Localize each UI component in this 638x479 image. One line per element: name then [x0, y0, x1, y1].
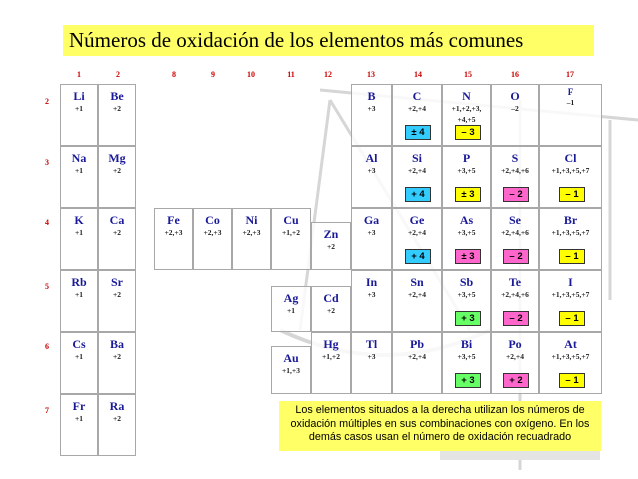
oxidation-states: +2 [112, 166, 122, 175]
main-oxidation-badge: – 1 [559, 249, 585, 264]
oxidation-states: +1,+2,+3, +4,+5 [451, 104, 482, 124]
element-symbol: Al [365, 151, 378, 165]
element-symbol: Ca [109, 213, 125, 227]
main-oxidation-badge: – 3 [455, 125, 481, 140]
oxidation-states: +2 [112, 104, 122, 113]
element-cell-sr [98, 270, 136, 332]
oxidation-states: +3,+5 [457, 228, 476, 237]
element-symbol: Po [508, 337, 522, 351]
oxidation-states: +2 [112, 414, 122, 423]
element-symbol: B [367, 89, 376, 103]
element-cell-in [351, 270, 392, 332]
oxidation-states: +2,+4 [506, 352, 524, 361]
element-cell-li [60, 84, 98, 146]
element-symbol: As [459, 213, 474, 227]
element-symbol: Cd [323, 291, 339, 305]
element-cell-be [98, 84, 136, 146]
main-oxidation-badge: + 2 [503, 373, 529, 388]
period-number: 7 [45, 406, 49, 415]
element-cell-au [271, 346, 311, 394]
element-symbol: Se [509, 213, 521, 227]
group-number: 2 [116, 70, 120, 79]
explanation-note: Los elementos situados a la derecha utilizan los números de oxidación múltiples en sus combinaciones con oxígeno. En los demás casos usan el número de oxidación recuadrado [279, 401, 601, 451]
element-cell-i [539, 270, 602, 332]
element-symbol: Cs [72, 337, 86, 351]
oxidation-states: +3,+5 [457, 290, 476, 299]
element-cell-bi [442, 332, 491, 394]
period-number: 2 [45, 97, 49, 106]
oxidation-states: +1 [286, 306, 296, 315]
oxidation-states: +3 [367, 166, 376, 175]
element-cell-c [392, 84, 442, 146]
element-cell-pb [392, 332, 442, 394]
oxidation-states: +2,+4 [408, 166, 426, 175]
element-cell-mg [98, 146, 136, 208]
oxidation-states: +1,+2 [282, 228, 300, 237]
element-symbol: I [568, 275, 573, 289]
element-cell-p [442, 146, 491, 208]
element-cell-b [351, 84, 392, 146]
oxidation-states: +3,+5 [457, 166, 476, 175]
element-symbol: Zn [323, 227, 339, 241]
element-cell-zn [311, 222, 351, 270]
element-symbol: Rb [71, 275, 87, 289]
main-oxidation-badge: + 3 [455, 311, 481, 326]
oxidation-states: +1 [74, 352, 84, 361]
element-cell-fr [60, 394, 98, 456]
oxidation-states: +1,+2 [322, 352, 340, 361]
element-cell-na [60, 146, 98, 208]
main-oxidation-badge: – 2 [503, 311, 529, 326]
element-cell-fe [154, 208, 193, 270]
element-cell-ag [271, 286, 311, 332]
element-symbol: Ra [109, 399, 125, 413]
element-cell-n [442, 84, 491, 146]
group-number: 15 [464, 70, 472, 79]
element-symbol: Pb [409, 337, 424, 351]
element-symbol: Mg [108, 151, 126, 165]
element-symbol: K [74, 213, 84, 227]
oxidation-states: +1,+3,+5,+7 [551, 290, 590, 299]
oxidation-states: +3 [367, 290, 376, 299]
element-cell-s [491, 146, 539, 208]
element-symbol: At [564, 337, 577, 351]
element-cell-co [193, 208, 232, 270]
element-cell-rb [60, 270, 98, 332]
element-symbol: Ba [109, 337, 124, 351]
oxidation-states: +1 [74, 104, 84, 113]
oxidation-states: +3,+5 [457, 352, 476, 361]
element-symbol: F [567, 87, 574, 97]
element-cell-k [60, 208, 98, 270]
oxidation-states: +2 [112, 290, 122, 299]
oxidation-states: +2 [326, 242, 336, 251]
element-cell-f [539, 84, 602, 146]
element-symbol: N [462, 89, 471, 103]
main-oxidation-badge: ± 4 [405, 125, 431, 140]
element-symbol: Bi [460, 337, 473, 351]
element-cell-o [491, 84, 539, 146]
oxidation-states: +1 [74, 414, 84, 423]
element-symbol: Te [508, 275, 522, 289]
oxidation-states: +1 [74, 228, 84, 237]
element-symbol: Si [411, 151, 422, 165]
element-symbol: Cu [283, 213, 299, 227]
element-cell-tl [351, 332, 392, 394]
element-symbol: Fe [167, 213, 180, 227]
main-oxidation-badge: – 1 [559, 311, 585, 326]
element-cell-po [491, 332, 539, 394]
group-number: 14 [414, 70, 422, 79]
period-number: 6 [45, 342, 49, 351]
element-symbol: Fr [72, 399, 86, 413]
oxidation-states: +2 [112, 228, 122, 237]
element-symbol: Sn [410, 275, 424, 289]
oxidation-states: +1 [74, 290, 84, 299]
element-symbol: Hg [323, 337, 339, 351]
element-cell-ra [98, 394, 136, 456]
oxidation-states: +2,+3 [164, 228, 183, 237]
main-oxidation-badge: – 1 [559, 187, 585, 202]
group-number: 12 [324, 70, 332, 79]
element-symbol: Be [110, 89, 124, 103]
main-oxidation-badge: + 4 [405, 249, 431, 264]
element-symbol: Na [71, 151, 87, 165]
oxidation-states: +2,+4 [408, 228, 426, 237]
element-symbol: In [365, 275, 378, 289]
period-number: 5 [45, 282, 49, 291]
element-cell-ge [392, 208, 442, 270]
element-cell-ba [98, 332, 136, 394]
oxidation-states: +2,+4,+6 [501, 166, 529, 175]
element-cell-si [392, 146, 442, 208]
element-symbol: S [511, 151, 519, 165]
element-symbol: C [412, 89, 422, 103]
oxidation-states: +1,+3,+5,+7 [551, 228, 590, 237]
element-cell-al [351, 146, 392, 208]
element-symbol: Co [205, 213, 220, 227]
oxidation-states: +2,+4,+6 [501, 228, 529, 237]
page-title: Números de oxidación de los elementos más comunes [63, 25, 594, 56]
oxidation-states: +2,+3 [203, 228, 222, 237]
oxidation-states: +2,+3 [242, 228, 261, 237]
oxidation-states: +1 [74, 166, 84, 175]
group-number: 10 [247, 70, 255, 79]
main-oxidation-badge: ± 3 [455, 187, 481, 202]
element-symbol: Tl [365, 337, 378, 351]
element-cell-ca [98, 208, 136, 270]
oxidation-states: +2,+4 [408, 104, 426, 113]
main-oxidation-badge: ± 3 [455, 249, 481, 264]
oxidation-states: +3 [367, 352, 376, 361]
element-symbol: Sr [111, 275, 123, 289]
period-number: 4 [45, 218, 49, 227]
element-cell-cl [539, 146, 602, 208]
element-cell-se [491, 208, 539, 270]
element-cell-cu [271, 208, 311, 270]
element-symbol: Ni [245, 213, 258, 227]
element-cell-cs [60, 332, 98, 394]
main-oxidation-badge: + 4 [405, 187, 431, 202]
element-cell-sb [442, 270, 491, 332]
group-number: 13 [367, 70, 375, 79]
oxidation-states: +1,+3 [282, 366, 300, 375]
group-number: 8 [172, 70, 176, 79]
main-oxidation-badge: – 2 [503, 187, 529, 202]
oxidation-states: –1 [566, 98, 575, 107]
element-symbol: Ag [283, 291, 299, 305]
element-symbol: Br [563, 213, 578, 227]
element-symbol: Li [73, 89, 85, 103]
oxidation-states: +2,+4 [408, 290, 426, 299]
element-symbol: Cl [564, 151, 577, 165]
element-cell-cd [311, 286, 351, 332]
element-cell-te [491, 270, 539, 332]
group-number: 9 [211, 70, 215, 79]
oxidation-states: +1,+3,+5,+7 [551, 166, 590, 175]
element-cell-ni [232, 208, 271, 270]
element-symbol: P [462, 151, 471, 165]
element-symbol: O [510, 89, 520, 103]
element-cell-br [539, 208, 602, 270]
main-oxidation-badge: – 1 [559, 373, 585, 388]
oxidation-states: +1,+3,+5,+7 [551, 352, 590, 361]
element-cell-hg [311, 332, 351, 394]
element-cell-ga [351, 208, 392, 270]
group-number: 17 [566, 70, 574, 79]
oxidation-states: +2 [326, 306, 336, 315]
oxidation-states: +2,+4 [408, 352, 426, 361]
oxidation-states: +3 [367, 104, 376, 113]
oxidation-states: +2,+4,+6 [501, 290, 529, 299]
element-symbol: Sb [459, 275, 474, 289]
element-symbol: Ga [363, 213, 380, 227]
oxidation-states: +3 [367, 228, 376, 237]
main-oxidation-badge: – 2 [503, 249, 529, 264]
period-number: 3 [45, 158, 49, 167]
main-oxidation-badge: + 3 [455, 373, 481, 388]
group-number: 16 [511, 70, 519, 79]
element-cell-sn [392, 270, 442, 332]
oxidation-states: –2 [511, 104, 519, 113]
element-symbol: Au [283, 351, 299, 365]
element-symbol: Ge [409, 213, 425, 227]
group-number: 1 [77, 70, 81, 79]
element-cell-at [539, 332, 602, 394]
element-cell-as [442, 208, 491, 270]
oxidation-states: +2 [112, 352, 122, 361]
group-number: 11 [287, 70, 295, 79]
